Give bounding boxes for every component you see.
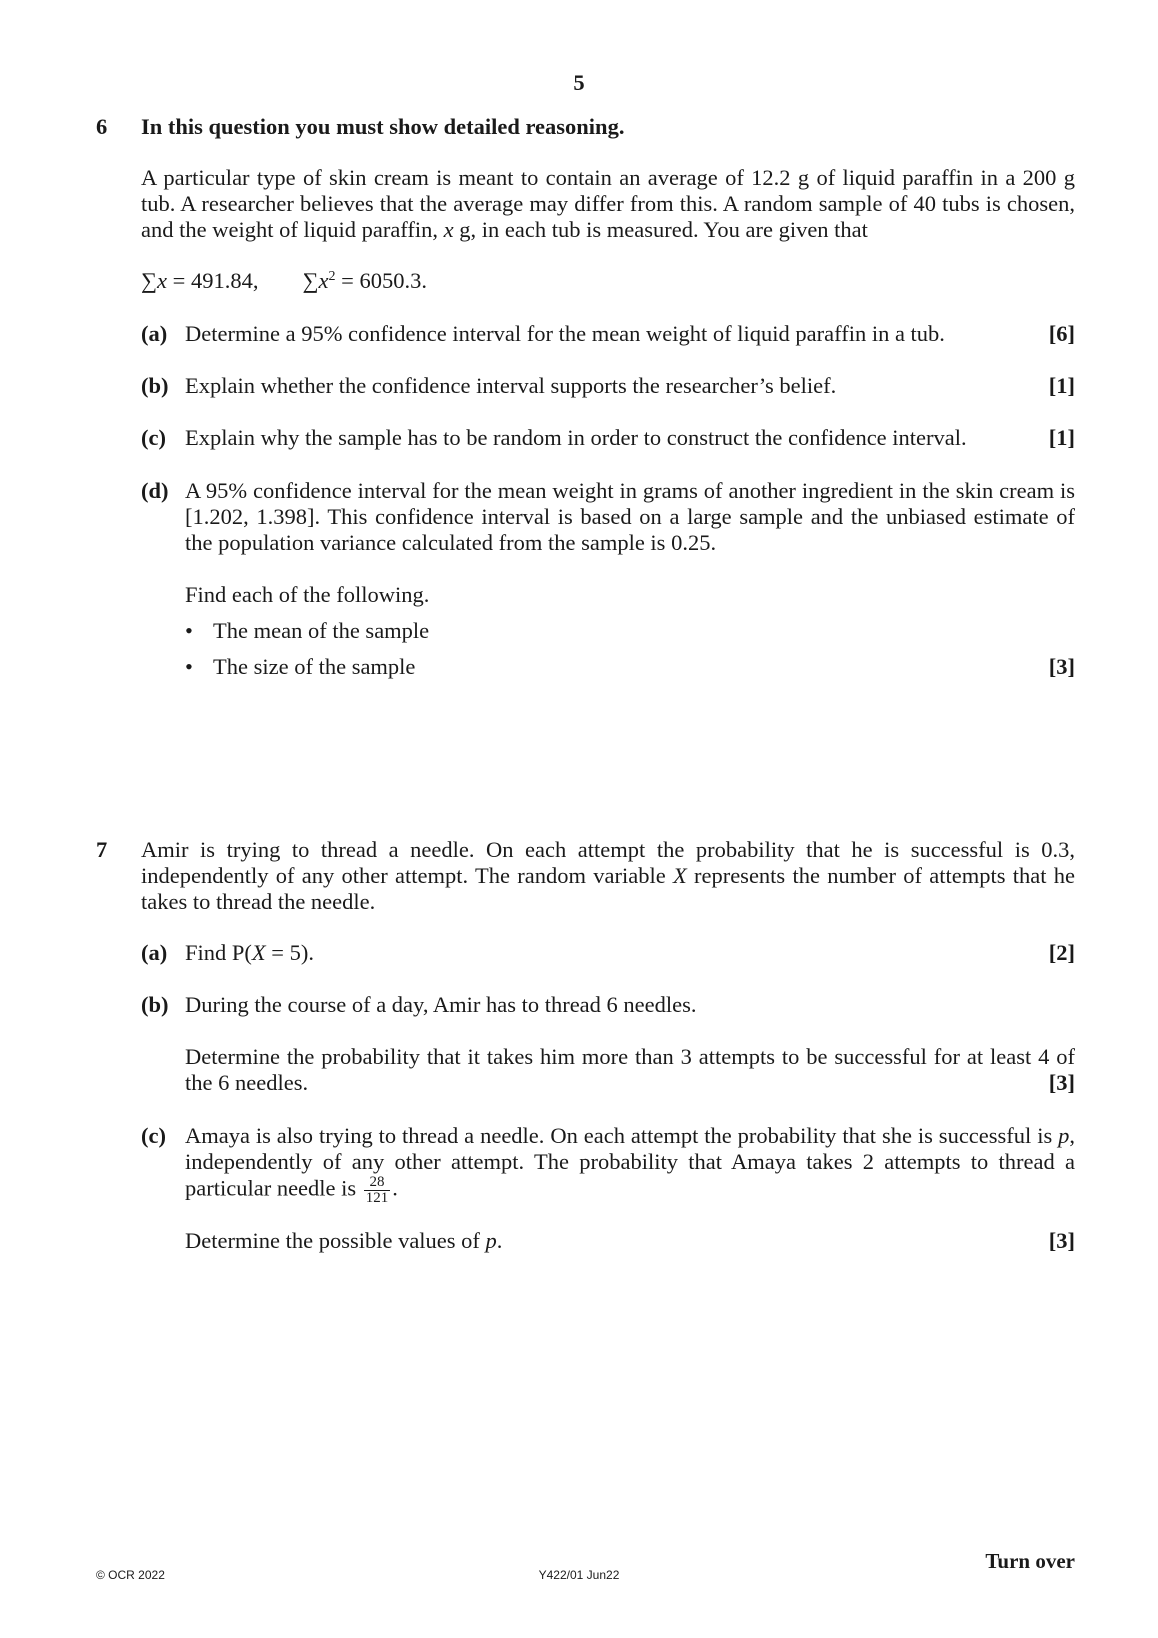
q6-intro-part-b: g, in each tub is measured. You are given that [453, 217, 868, 242]
q6-part-c-label: (c) [141, 425, 166, 450]
q7-part-a-variable: X [251, 940, 266, 965]
footer-turn-over: Turn over [985, 1549, 1075, 1573]
q6-part-b-marks: [1] [1048, 373, 1075, 398]
q7-part-c-text-middle: , independently of any other attempt. The probability that Amaya takes 2 attempts to thread a particular needle is [185, 1123, 1075, 1201]
q6-part-d-instruction: Find each of the following. [185, 582, 430, 607]
q6-part-c-marks: [1] [1048, 425, 1075, 450]
q7-part-a-text-end: = 5). [265, 940, 314, 965]
q6-intro-variable: x [443, 217, 454, 242]
q7-part-c-text2-start: Determine the possible values of [185, 1228, 486, 1253]
sum-x2-symbol: ∑ [302, 268, 319, 293]
q7-part-c-text-start: Amaya is also trying to thread a needle. On each attempt the probability that she is successful is [185, 1123, 1059, 1148]
sum-x2-value: = 6050.3. [335, 268, 427, 293]
q7-part-c-label: (c) [141, 1123, 166, 1148]
q6-part-b-text: Explain whether the confidence interval supports the researcher’s belief. [185, 373, 837, 398]
q7-part-b-marks: [3] [1048, 1070, 1075, 1095]
q6-part-a-text: Determine a 95% confidence interval for the mean weight of liquid paraffin in a tub. [185, 321, 945, 346]
q7-part-b-label: (b) [141, 992, 169, 1017]
footer-copyright: © OCR 2022 [96, 1568, 165, 1582]
question-6-intro [141, 165, 1075, 243]
q6-part-a-label: (a) [141, 321, 168, 346]
sum-x-variable: x [157, 268, 168, 293]
q7-part-b-text: During the course of a day, Amir has to thread 6 needles. [185, 992, 697, 1017]
sum-x2-exponent: 2 [328, 269, 336, 284]
q7-part-c-text-end: . [392, 1175, 398, 1201]
q6-part-d-bullet-2: The size of the sample [213, 654, 416, 679]
bullet-dot-icon: • [185, 654, 193, 679]
fraction-numerator: 28 [364, 1175, 391, 1191]
fraction [364, 1175, 391, 1206]
bullet-dot-icon: • [185, 618, 193, 643]
q7-intro-part-a: Amir is trying to thread a needle. On each attempt the probability that he is successful is 0.3, independently of any other attempt. The random variable [141, 837, 1075, 888]
q7-part-c-text2-end: . [496, 1228, 503, 1253]
q6-part-d-bullet-1: The mean of the sample [213, 618, 430, 643]
q7-part-a-label: (a) [141, 940, 168, 965]
question-7-number: 7 [96, 837, 108, 862]
q7-part-c-text2-variable: p [485, 1228, 497, 1253]
q6-part-d-label: (d) [141, 478, 169, 503]
footer-paper-code: Y422/01 Jun22 [538, 1568, 620, 1582]
q6-part-c-text: Explain why the sample has to be random in order to construct the confidence interval. [185, 425, 967, 450]
question-7-intro [141, 837, 1075, 915]
question-6-number: 6 [96, 114, 108, 139]
question-6-heading: In this question you must show detailed reasoning. [141, 114, 625, 139]
q6-part-a-marks: [6] [1048, 321, 1075, 346]
page-number: 5 [573, 70, 585, 95]
q6-part-d-text: A 95% confidence interval for the mean weight in grams of another ingredient in the skin cream is [1.202, 1.398]. This confidence interval is based on a large sample and the unbiased estimate of the population variance calculated from the sample is 0.25. [185, 478, 1075, 555]
q7-part-c-marks: [3] [1048, 1228, 1075, 1253]
sum-x2-variable: x [318, 268, 329, 293]
q7-part-c-variable: p [1058, 1123, 1070, 1148]
sum-x-symbol: ∑ [141, 268, 158, 293]
sum-x-value: = 491.84, [167, 268, 259, 293]
q7-part-a-text-start: Find P( [185, 940, 252, 965]
q7-intro-part-b: represents the number of attempts that he takes to thread the needle. [141, 863, 1075, 914]
q7-part-a-text [185, 940, 1015, 966]
q7-part-c-text2 [185, 1228, 1015, 1254]
q6-part-b-label: (b) [141, 373, 169, 398]
fraction-denominator: 121 [365, 1190, 389, 1206]
q7-part-c-text [185, 1123, 1075, 1206]
q7-part-a-marks: [2] [1048, 940, 1075, 965]
q6-intro-part-a: A particular type of skin cream is meant to contain an average of 12.2 g of liquid paraffin in a 200 g tub. A researcher believes that the average may differ from this. A random sample of 40 tubs is chosen, and the weight of liquid paraffin, [141, 165, 1075, 242]
q7-part-b-text2: Determine the probability that it takes him more than 3 attempts to be successful for at least 4 of the 6 needles. [185, 1044, 1075, 1095]
q6-part-d-marks: [3] [1048, 654, 1075, 679]
q7-intro-variable: X [672, 863, 687, 888]
question-6-sums [141, 268, 427, 294]
